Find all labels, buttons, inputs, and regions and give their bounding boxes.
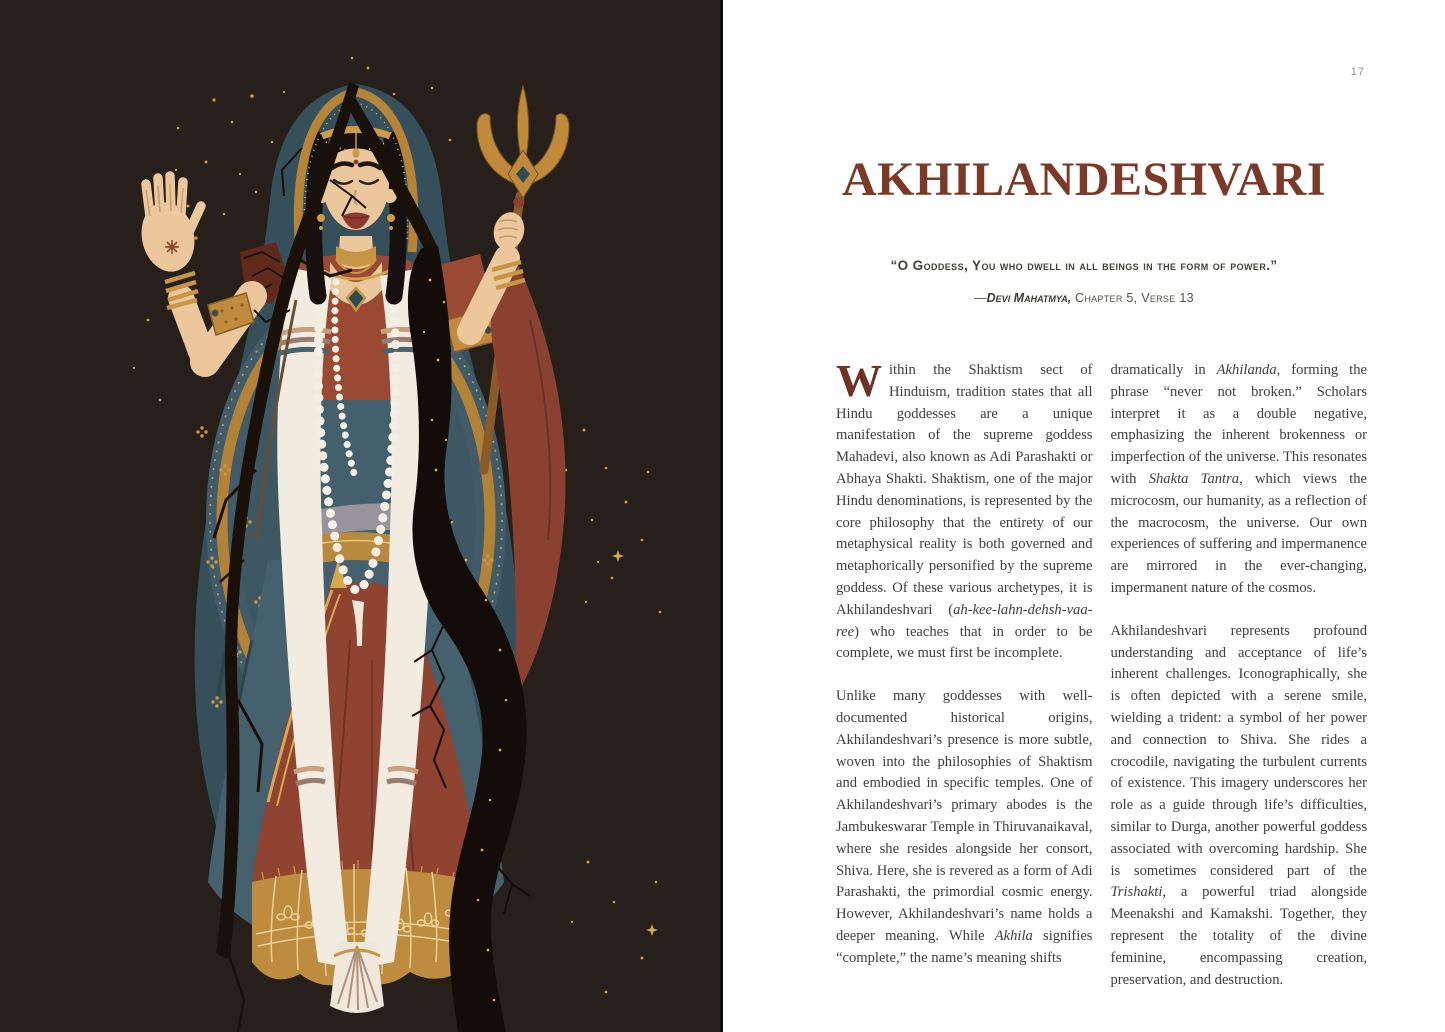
paragraph [836,355,1093,665]
paragraph: Unlike many goddesses with well-documented historical origins, Akhilandeshvari’s presence is more subtle, woven into the philosophies of Shaktism and embodied in specific temples. One of Akhilandeshvari’s primary abodes is the Jambukeswarar Temple in Thiruvanaikaval, where she resides alongside her consort, Shiva. Here, she is revered as a form of Adi Parashakti, the primordial cosmic energy. However, Akhilandeshvari’s name holds a deeper meaning. While Akhila signifies “complete,” the name’s meaning shifts [836,688,1093,966]
bindi [354,160,359,165]
right-page [723,0,1445,1032]
paragraph-text: ithin the Shaktism sect of Hinduism, tradition states that all Hindu goddesses are a unique manifestation of the supreme goddess Mahadevi, also known as Adi Parashakti or Abhaya Shakti. Shaktism, one of the major Hindu denominations, is represented by the core philosophy that the entirety of our metaphysical reality is both governed and metaphorically personified by the supreme goddess. Of these various archetypes, it is Akhilandeshvari (ah-kee-lahn-dehsh-vaa-ree) who teaches that in order to be complete, we must first be incomplete. [836,362,1093,662]
paragraph: Akhilandeshvari represents profound understanding and acceptance of life’s inherent challenges. Iconographically, she is often depicted with a serene smile, wielding a trident: a symbol of her power and connection to Shiva. She rides a crocodile, navigating the turbulent currents of existence. This imagery underscores her role as a guide through life’s difficulties, similar to Durga, another powerful goddess associated with overcoming hardship. She is sometimes considered part of the Trishakti, a powerful triad alongside Meenakshi and Kamakshi. Together, they represent the totality of the divine feminine, encompassing creation, preservation, and destruction. [1110,622,1367,988]
page-number: 17 [1350,66,1365,78]
paragraph: dramatically in Akhilanda, forming the phrase “never not broken.” Scholars interpret it as a double negative, emphasizing the inherent brokenness or imperfection of the universe. This resonates with Shakta Tantra, which views the microcosm, our humanity, as a reflection of the macrocosm, the universe. Our own experiences of suffering and impermanence are mirrored in the ever-changing, impermanent nature of the cosmos. [1110,362,1368,596]
text-column-1 [836,355,1093,1012]
goddess-illustration [0,0,720,1032]
page-title: AKHILANDESHVARI [841,153,1327,206]
attribution-source: Devi Mahatmya, [986,291,1072,305]
article-columns [836,355,1368,1012]
quote-attribution [763,291,1405,305]
henna-star [165,240,179,254]
quote-text: “O Goddess, You who dwell in all beings in the form of power.” [890,258,1278,273]
attribution-detail: Chapter 5, Verse 13 [1071,291,1194,305]
drop-cap: W [836,355,882,406]
maang-tikka [353,148,360,158]
attribution-dash: — [974,291,987,305]
text-column-2 [1111,360,1368,1012]
staff-knot [514,197,525,208]
